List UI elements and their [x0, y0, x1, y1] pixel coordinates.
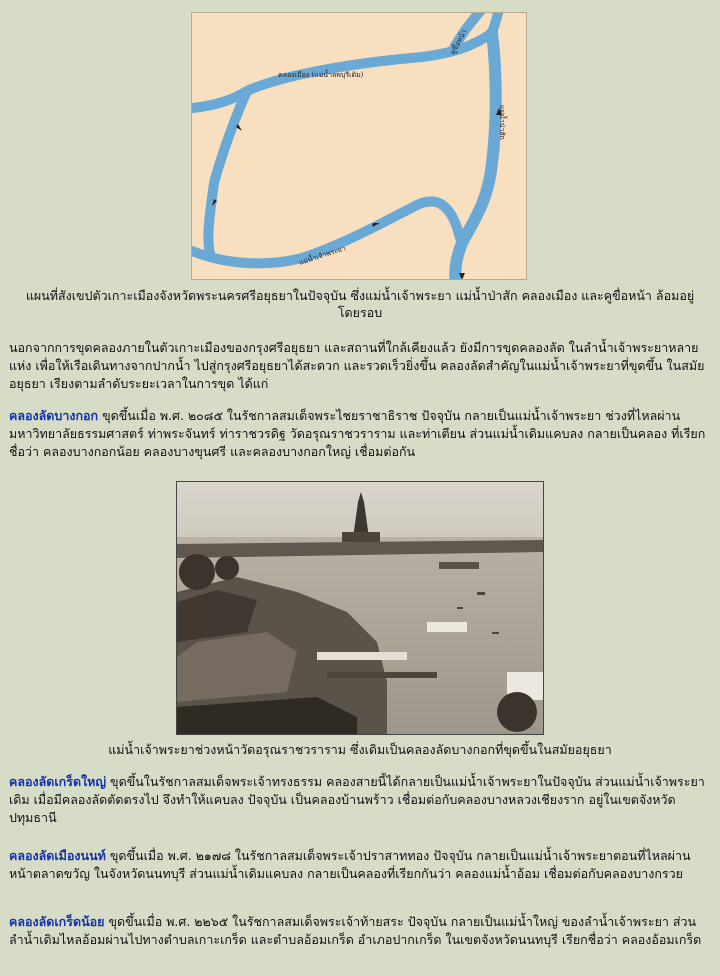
- section-paragraph: [9, 407, 709, 461]
- island-map: [191, 12, 527, 280]
- pa-sak-river: [455, 33, 496, 280]
- label-chao-phraya: แม่น้ำเจ้าพระยา: [298, 244, 347, 267]
- section-body: ขุดขึ้นในรัชกาลสมเด็จพระเจ้าทรงธรรม คลองสายนี้ได้กลายเป็นแม่น้ำเจ้าพระยาในปัจจุบัน ส่วนแม่น้ำเจ้าพระยาเดิม เมื่อมีคลองลัดตัดตรงไป จึงทำให้แคบลง ปัจจุบัน เป็นคลองบ้านพร้าว เชื่อมต่อกับคลองบางหลวงเชียงราก อยู่ในเขตจังหวัดปทุมธานี: [9, 774, 705, 825]
- section-paragraph: [9, 913, 709, 949]
- section-title: คลองลัดเกร็ดน้อย: [9, 914, 105, 929]
- section-paragraph: [9, 773, 709, 827]
- section-title: คลองลัดบางกอก: [9, 408, 99, 423]
- section-body: ขุดขึ้นเมื่อ พ.ศ. ๒๒๖๕ ในรัชกาลสมเด็จพระเจ้าท้ายสระ ปัจจุบัน กลายเป็นแม่น้ำใหญ่ ของลำน้ำเจ้าพระยา ส่วนลำน้ำเดิมไหลอ้อมผ่านไปทางตำบลเกาะเกร็ด และตำบลอ้อมเกร็ด อำเภอปากเกร็ด ในเขตจังหวัดนนทบุรี เรียกชื่อว่า คลองอ้อมเกร็ด: [9, 914, 702, 947]
- river-photo: [176, 481, 544, 735]
- west-branch-river: [208, 91, 247, 253]
- label-klong-mueang: คลองเมือง (แม่น้ำลพบุรีเดิม): [278, 71, 364, 79]
- photo-caption: แม่น้ำเจ้าพระยาช่วงหน้าวัดอรุณราชวราราม ซึ่งเดิมเป็นคลองลัดบางกอกที่ขุดขึ้นในสมัยอยุธยา: [108, 742, 612, 757]
- label-pa-sak: แม่น้ำป่าสัก: [498, 105, 506, 140]
- section-title: คลองลัดเมืองนนท์: [9, 848, 106, 863]
- section-title: คลองลัดเกร็ดใหญ่: [9, 774, 107, 789]
- intro-paragraph: นอกจากการขุดคลองภายในตัวเกาะเมืองของกรุงศรีอยุธยา และสถานที่ใกล้เคียงแล้ว ยังมีการขุดคลองลัด ในลำน้ำเจ้าพระยาหลายแห่ง เพื่อให้เรือเดินทางจากปากน้ำ ไปสู่กรุงศรีอยุธยาได้สะดวก และรวดเร็วยิ่งขึ้น คลองลัดสำคัญในแม่น้ำเจ้าพระยาที่ขุดขึ้น ในสมัยอยุธยา เรียงตามลำดับระยะเวลาในการขุด ได้แก่: [9, 340, 705, 391]
- map-caption: แผนที่สังเขปตัวเกาะเมืองจังหวัดพระนครศรีอยุธยาในปัจจุบัน ซึ่งแม่น้ำเจ้าพระยา แม่น้ำป่าสัก คลองเมือง และคูขื่อหน้า ล้อมอยู่โดยรอบ: [25, 288, 695, 320]
- map-drawing: [192, 13, 527, 280]
- section-paragraph: [9, 847, 709, 883]
- label-khu-khue-na: คูขื่อหน้า: [448, 28, 469, 56]
- section-body: ขุดขึ้นเมื่อ พ.ศ. ๒๐๘๕ ในรัชกาลสมเด็จพระไชยราชาธิราช ปัจจุบัน กลายเป็นแม่น้ำเจ้าพระยา ช่วงที่ไหลผ่านมหาวิทยาลัยธรรมศาสตร์ ท่าพระจันทร์ ท่าราชวรดิฐ วัดอรุณราชวราราม และท่าเตียน ส่วนแม่น้ำเดิมแคบลง กลายเป็นคลอง ที่เรียกชื่อว่า คลองบางกอกน้อย คลองบางขุนศรี และคลองบางกอกใหญ่ เชื่อมต่อกัน: [9, 408, 706, 459]
- photo-drawing: [177, 482, 544, 735]
- section-body: ขุดขึ้นเมื่อ พ.ศ. ๒๑๗๘ ในรัชกาลสมเด็จพระเจ้าปราสาททอง ปัจจุบัน กลายเป็นแม่น้ำเจ้าพระยาตอนที่ไหลผ่านหน้าตลาดขวัญ ในจังหวัดนนทบุรี ส่วนแม่น้ำเดิมแคบลง กลายเป็นคลองที่เรียกกันว่า คลองแม่น้ำอ้อม เชื่อมต่อกับคลองบางกรวย: [9, 848, 691, 881]
